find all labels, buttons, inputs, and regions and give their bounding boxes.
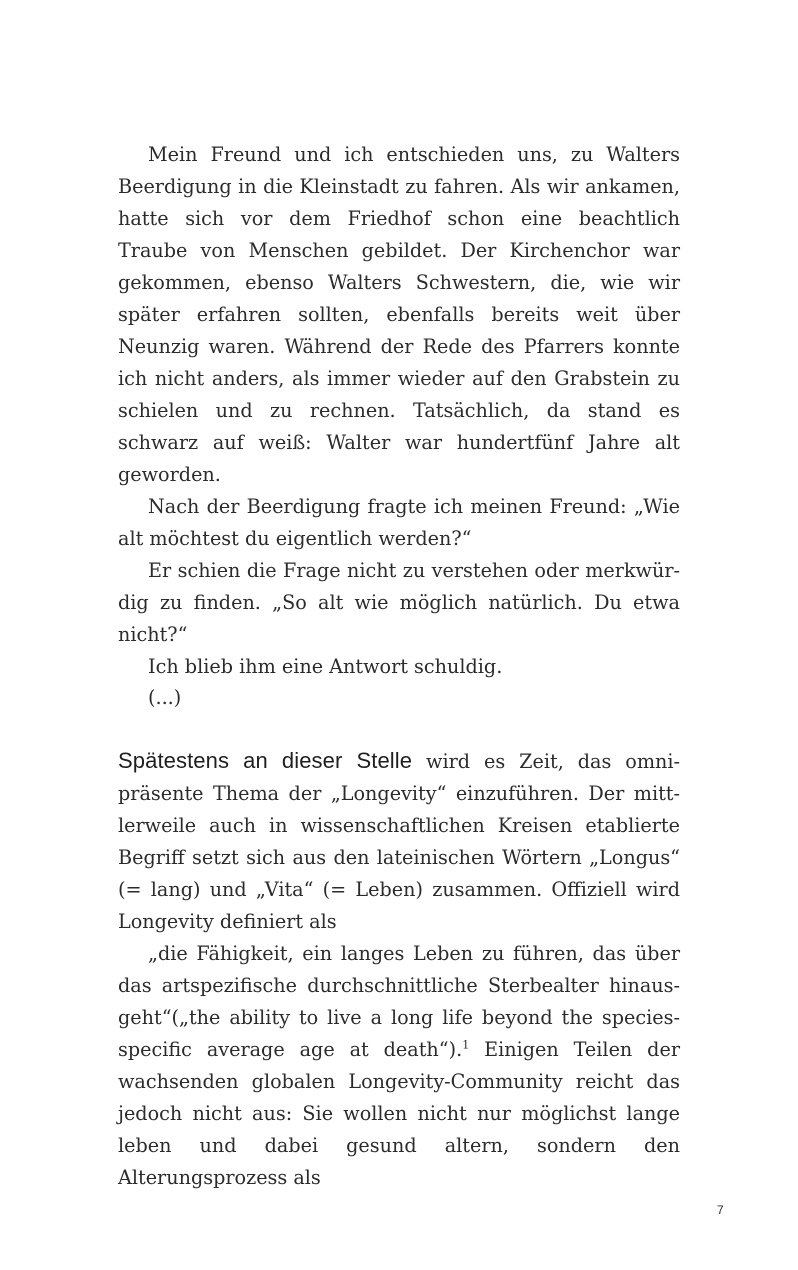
paragraph-funeral: Mein Freund und ich entschieden uns, zu Walters Beerdigung in die Kleinstadt zu fahren. Als wir ankamen, hatte sich vor dem Friedhof schon eine beachtlich Traube von Menschen gebildet. Der Kirchenchor war gekommen, ebenso Walters Schwestern, die, wie wir später erfahren sollten, ebenfalls bereits weit über Neunzig waren. Während der Rede des Pfarrers konnte ich nicht anders, als immer wieder auf den Grabstein zu schielen und zu rechnen. Tatsächlich, da stand es schwarz auf weiß: Walter war hundertfünf Jahre alt geworden. (118, 143, 680, 486)
paragraph-question: Nach der Beerdigung fragte ich meinen Freund: „Wie alt möchtest du eigentlich werden?“ (118, 495, 680, 550)
definition-continuation: Einigen Teilen der wachsenden globalen Longevity-Community reicht das jedoch nicht aus: Sie wollen nicht nur möglichst lange leben und dabei gesund altern, sondern den Alterungsprozess als (118, 1038, 680, 1189)
paragraph-reply: Er schien die Frage nicht zu verstehen oder merkwürdig zu finden. „So alt wie möglich natürlich. Du etwa nicht?“ (118, 559, 680, 646)
footnote-marker[interactable]: 1 (462, 1038, 470, 1052)
longevity-section (118, 745, 680, 1194)
paragraph-no-answer: Ich blieb ihm eine Antwort schuldig. (148, 655, 503, 678)
paragraph-longevity-intro (118, 745, 680, 938)
omission-marker: (...) (148, 686, 182, 709)
narrative-section (118, 139, 680, 683)
definition-quote-text: „die Fähigkeit, ein langes Leben zu führen, das über das artspezifische durchschnittliche Sterbealter hinausgeht“(„the ability to live a long life beyond the species-specific average age at death“). (118, 942, 680, 1061)
page-number: 7 (717, 1203, 724, 1217)
section-lead-in: Spätestens an dieser Stelle (118, 748, 413, 773)
paragraph-longevity-text: wird es Zeit, das omnipräsente Thema der „Longevity“ einzuführen. Der mittlerweile auch in wissenschaftlichen Kreisen etablierte Begriff setzt sich aus den lateinischen Wörtern „Longus“ (= lang) und „Vita“ (= Leben) zusammen. Offiziell wird Longevity definiert als (118, 750, 680, 933)
paragraph-definition-quote (118, 938, 680, 1194)
